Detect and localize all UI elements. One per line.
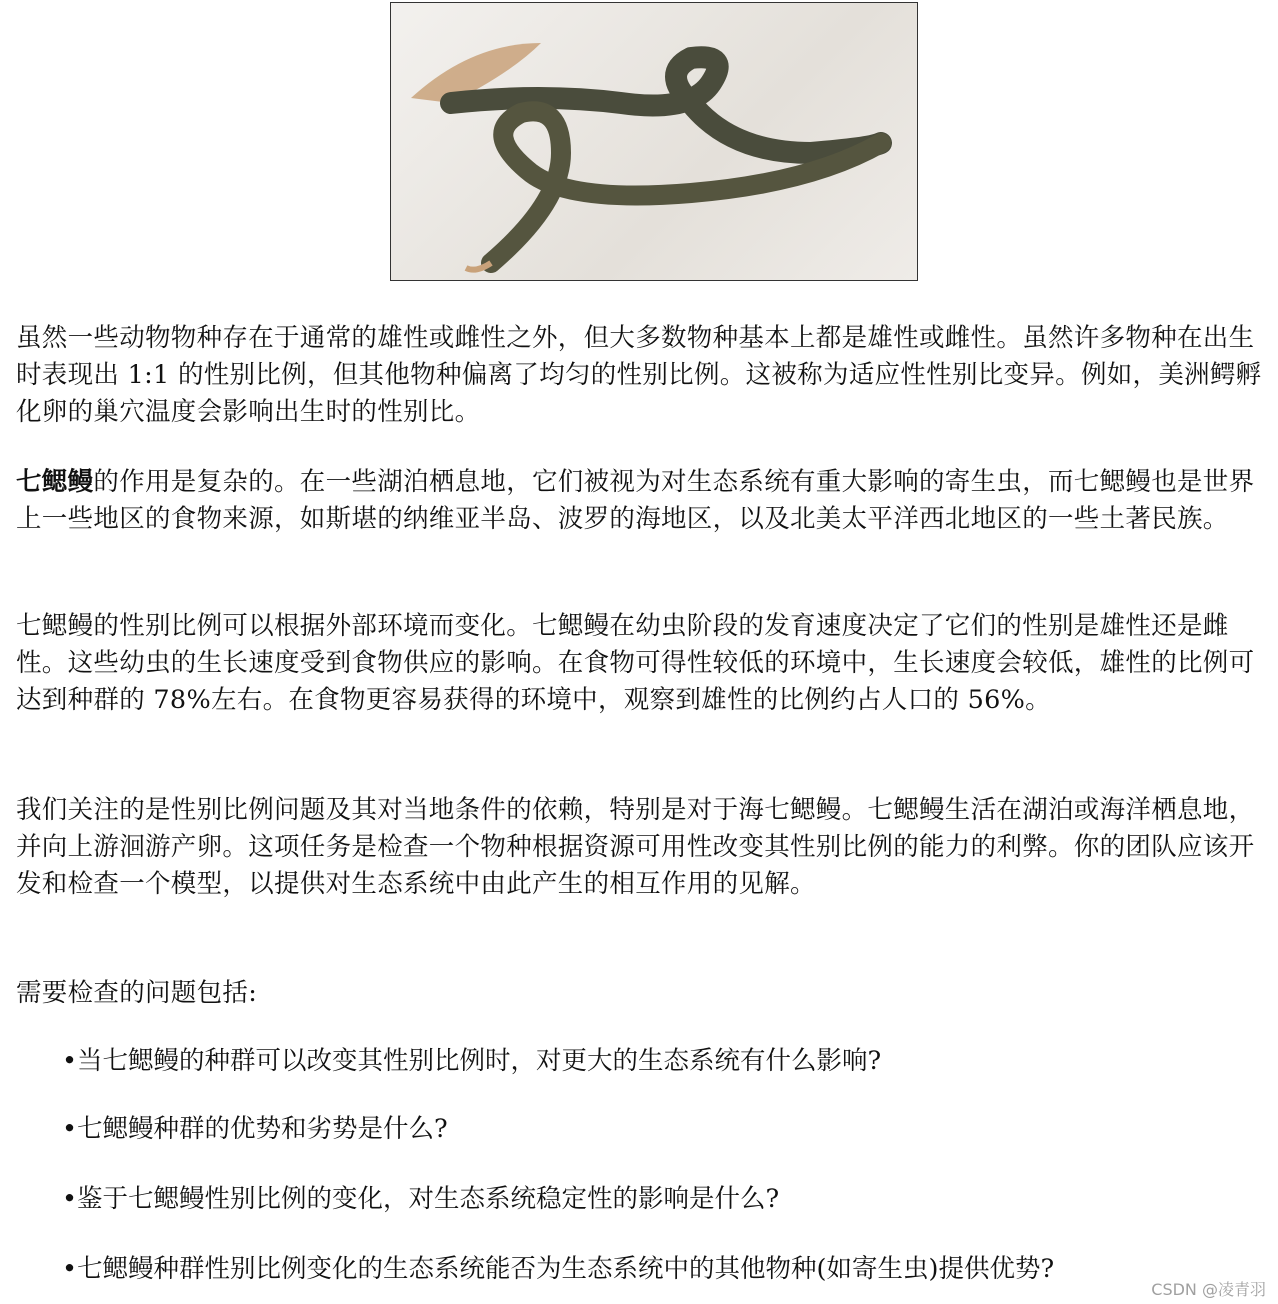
question-bullet: •七鳃鳗种群的优势和劣势是什么? xyxy=(62,1114,448,1144)
question-bullet: •当七鳃鳗的种群可以改变其性别比例时，对更大的生态系统有什么影响? xyxy=(62,1046,882,1076)
paragraph-sex-ratio: 七鳃鳗的性别比例可以根据外部环境而变化。七鳃鳗在幼虫阶段的发育速度决定了它们的性别是雄性还是雌性。这些幼虫的生长速度受到食物供应的影响。在食物可得性较低的环境中，生长速度会较低，雄性的比例可达到种群的 78%左右。在食物更容易获得的环境中，观察到雄性的比例约占人口的 56%。 xyxy=(16,611,1255,715)
paragraph-lamprey-role-text: 的作用是复杂的。在一些湖泊栖息地，它们被视为对生态系统有重大影响的寄生虫，而七鳃鳗也是世界上一些地区的食物来源，如斯堪的纳维亚半岛、波罗的海地区，以及北美太平洋西北地区的一些土著民族。 xyxy=(16,467,1255,534)
question-bullet: •七鳃鳗种群性别比例变化的生态系统能否为生态系统中的其他物种(如寄生虫)提供优势? xyxy=(62,1254,1055,1284)
lamprey-illustration xyxy=(391,3,917,280)
question-bullet: •鉴于七鳃鳗性别比例的变化，对生态系统稳定性的影响是什么? xyxy=(62,1184,780,1214)
paragraph-lamprey-role xyxy=(16,464,1268,538)
paragraph-task: 我们关注的是性别比例问题及其对当地条件的依赖，特别是对于海七鳃鳗。七鳃鳗生活在湖泊或海洋栖息地，并向上游洄游产卵。这项任务是检查一个物种根据资源可用性改变其性别比例的能力的利弊。你的团队应该开发和检查一个模型，以提供对生态系统中由此产生的相互作用的见解。 xyxy=(16,795,1255,899)
lamprey-photo xyxy=(390,2,918,281)
paragraph-questions-intro: 需要检查的问题包括: xyxy=(16,978,258,1008)
lamprey-term: 七鳃鳗 xyxy=(16,467,94,497)
paragraph-intro: 虽然一些动物物种存在于通常的雄性或雌性之外，但大多数物种基本上都是雄性或雌性。虽然许多物种在出生时表现出 1:1 的性别比例，但其他物种偏离了均匀的性别比例。这被称为适应性性别比变异。例如，美洲鳄孵化卵的巢穴温度会影响出生时的性别比。 xyxy=(16,323,1262,427)
watermark: CSDN @凌青羽 xyxy=(1151,1280,1266,1299)
